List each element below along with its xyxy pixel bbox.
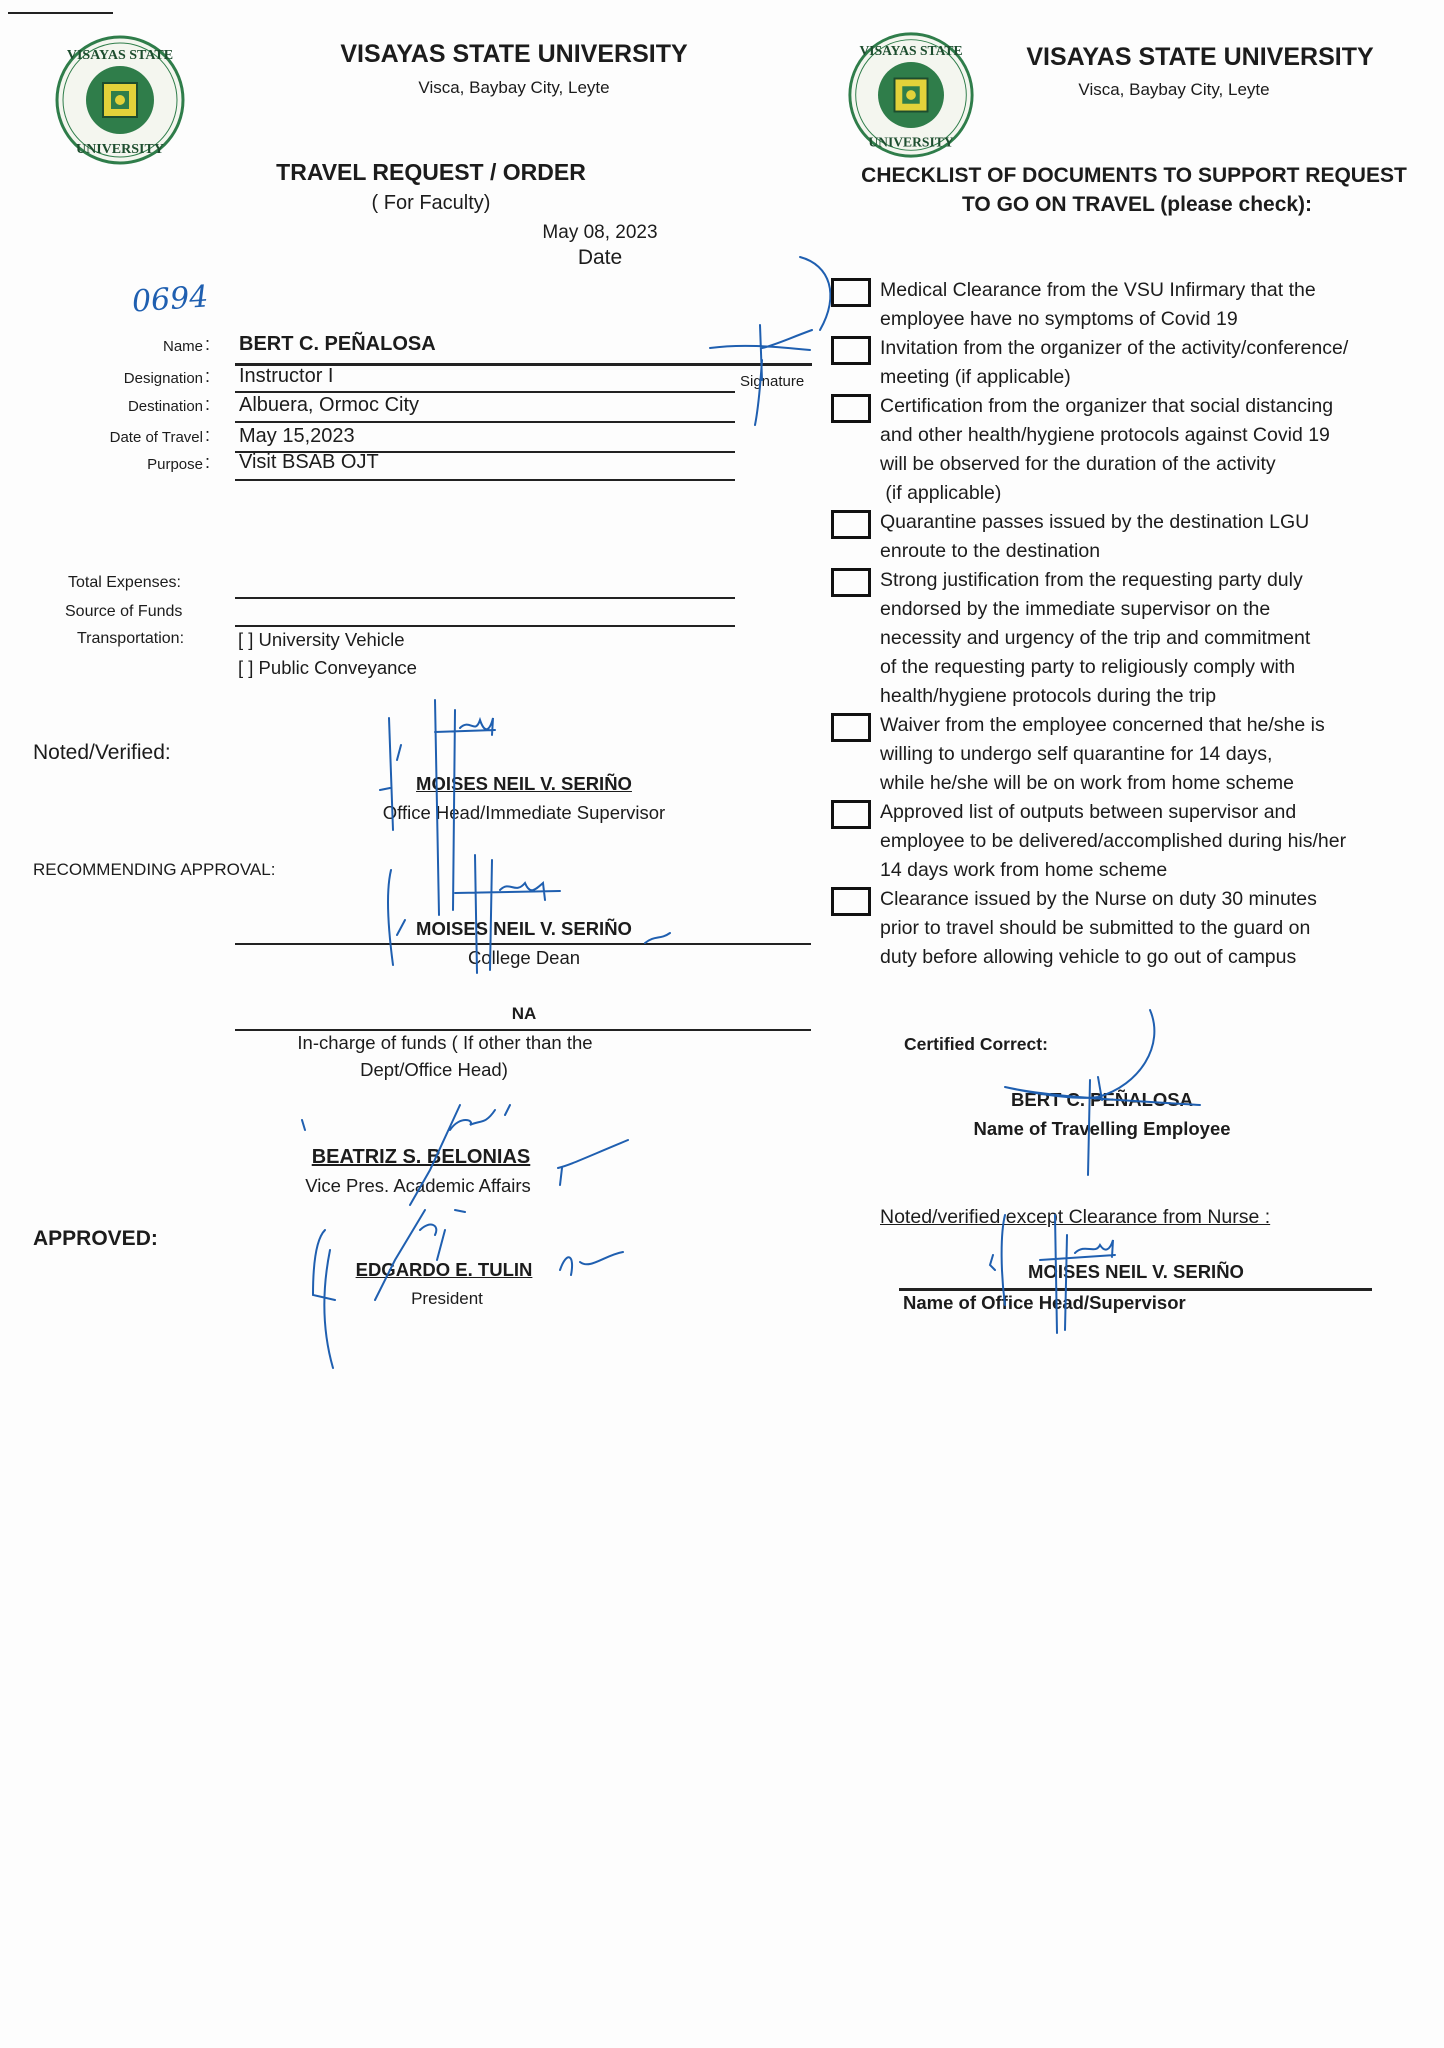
- purpose-value: Visit BSAB OJT: [239, 451, 379, 473]
- university-name: VISAYAS STATE UNIVERSITY: [1026, 43, 1374, 71]
- checkbox[interactable]: [831, 800, 871, 829]
- designation-value: Instructor I: [239, 365, 334, 387]
- checklist-item-text: Quarantine passes issued by the destination LGU: [880, 511, 1310, 533]
- request-date-label: Date: [577, 246, 623, 269]
- checkbox[interactable]: [831, 394, 871, 423]
- checklist-item-text: (if applicable): [880, 482, 1002, 504]
- checklist-item-text: Waiver from the employee concerned that he/she is: [880, 714, 1325, 736]
- checklist-item-text: will be observed for the duration of the activity: [880, 453, 1276, 475]
- certified-correct-label: Certified Correct:: [904, 1034, 1048, 1054]
- checklist-item: [831, 711, 1431, 798]
- checklist-item-text: of the requesting party to religiously comply with: [880, 656, 1296, 678]
- checklist-item-text: Strong justification from the requesting party duly: [880, 569, 1303, 591]
- travelling-employee-name: BERT C. PEÑALOSA: [1011, 1089, 1193, 1110]
- svg-text:VISAYAS STATE: VISAYAS STATE: [859, 43, 963, 59]
- vp-signatory-name: BEATRIZ S. BELONIAS: [311, 1146, 531, 1168]
- total-expenses-line: [235, 597, 735, 599]
- checkbox[interactable]: [831, 336, 871, 365]
- checklist-item-text: Approved list of outputs between supervisor and: [880, 801, 1297, 823]
- request-date-value: May 08, 2023: [542, 222, 658, 243]
- date-of-travel-label: Date of Travel: [109, 429, 203, 446]
- destination-value: Albuera, Ormoc City: [239, 394, 420, 416]
- transportation-label: Transportation:: [77, 630, 185, 647]
- vp-signatory-position: Vice Pres. Academic Affairs: [305, 1175, 531, 1196]
- option-university-vehicle[interactable]: [ ] University Vehicle: [238, 629, 405, 650]
- form-title: TRAVEL REQUEST / ORDER: [276, 159, 586, 185]
- funds-incharge-line: [235, 1029, 811, 1031]
- funds-incharge-position-line2: Dept/Office Head): [360, 1059, 508, 1080]
- noted-signatory-name: MOISES NEIL V. SERIÑO: [416, 773, 632, 794]
- checklist-item-text: meeting (if applicable): [880, 366, 1071, 388]
- svg-text:UNIVERSITY: UNIVERSITY: [868, 134, 954, 150]
- checklist-item: [831, 566, 1431, 711]
- form-subtitle: ( For Faculty): [371, 192, 491, 214]
- checkbox[interactable]: [831, 713, 871, 742]
- funds-incharge-position-line1: In-charge of funds ( If other than the: [297, 1032, 593, 1053]
- president-signature: [305, 1200, 625, 1375]
- option-public-conveyance[interactable]: [ ] Public Conveyance: [238, 657, 417, 678]
- destination-line: [235, 421, 735, 423]
- colon: :: [205, 425, 211, 445]
- colon: :: [205, 334, 211, 354]
- president-name: EDGARDO E. TULIN: [355, 1259, 533, 1280]
- recommending-signatory-name: MOISES NEIL V. SERIÑO: [416, 918, 632, 939]
- date-of-travel-value: May 15,2023: [239, 425, 355, 447]
- checkbox[interactable]: [831, 887, 871, 916]
- checklist-item-text: necessity and urgency of the trip and commitment: [880, 627, 1311, 649]
- recommending-line: [235, 943, 811, 945]
- checklist-title-line1: CHECKLIST OF DOCUMENTS TO SUPPORT REQUEST: [861, 164, 1407, 187]
- supporting-documents-checklist: [831, 276, 1431, 972]
- checklist-item-text: employee have no symptoms of Covid 19: [880, 308, 1238, 330]
- signature-label: Signature: [740, 373, 805, 390]
- recommending-signatory-position: College Dean: [467, 947, 581, 968]
- recommending-approval-label: RECOMMENDING APPROVAL:: [33, 860, 276, 879]
- handwritten-control-number: 0694: [130, 279, 210, 320]
- scan-mark: [8, 12, 113, 14]
- checklist-item-text: prior to travel should be submitted to the guard on: [880, 917, 1311, 939]
- university-address: Visca, Baybay City, Leyte: [418, 78, 610, 97]
- checklist-item: [831, 276, 1431, 334]
- checklist-item-text: and other health/hygiene protocols against Covid 19: [880, 424, 1330, 446]
- travelling-employee-caption: Name of Travelling Employee: [973, 1118, 1231, 1139]
- supervisor-line: [899, 1288, 1372, 1291]
- checklist-item: [831, 508, 1431, 566]
- noted-verified-label: Noted/Verified:: [33, 741, 171, 764]
- supervisor-caption: Name of Office Head/Supervisor: [903, 1292, 1186, 1313]
- checklist-item-text: employee to be delivered/accomplished during his/her: [880, 830, 1347, 852]
- checkbox[interactable]: [831, 278, 871, 307]
- checklist-item-text: Certification from the organizer that social distancing: [880, 395, 1334, 417]
- checkbox[interactable]: [831, 568, 871, 597]
- checklist-item-text: endorsed by the immediate supervisor on the: [880, 598, 1271, 620]
- noted-signatory-position: Office Head/Immediate Supervisor: [382, 802, 666, 823]
- checkbox[interactable]: [831, 510, 871, 539]
- colon: :: [205, 394, 211, 414]
- supervisor-name: MOISES NEIL V. SERIÑO: [1028, 1261, 1244, 1282]
- designation-label: Designation: [123, 370, 203, 387]
- purpose-label: Purpose: [147, 456, 203, 473]
- checklist-item-text: duty before allowing vehicle to go out of campus: [880, 946, 1297, 968]
- destination-label: Destination: [127, 398, 203, 415]
- source-of-funds-label: Source of Funds: [65, 603, 183, 620]
- name-label: Name: [162, 338, 203, 355]
- checklist-item-text: health/hygiene protocols during the trip: [880, 685, 1217, 707]
- name-value: BERT C. PEÑALOSA: [239, 333, 436, 355]
- total-expenses-label: Total Expenses:: [68, 574, 181, 591]
- noted-except-label: Noted/verified except Clearance from Nurse :: [880, 1206, 1271, 1228]
- svg-text:UNIVERSITY: UNIVERSITY: [76, 142, 164, 157]
- checklist-item-text: Invitation from the organizer of the activity/conference/: [880, 337, 1349, 359]
- colon: :: [205, 452, 211, 472]
- checklist-item: [831, 392, 1431, 508]
- colon: :: [205, 366, 211, 386]
- checklist-item-text: enroute to the destination: [880, 540, 1101, 562]
- university-seal-logo: [53, 33, 187, 167]
- checklist-item: [831, 334, 1431, 392]
- checklist-item: [831, 885, 1431, 972]
- designation-line: [235, 391, 735, 393]
- checklist-item-text: 14 days work from home scheme: [880, 859, 1168, 881]
- approved-label: APPROVED:: [33, 1227, 158, 1250]
- checklist-title-line2: TO GO ON TRAVEL (please check):: [961, 193, 1313, 216]
- checklist-item: [831, 798, 1431, 885]
- funds-incharge-name: NA: [511, 1004, 537, 1023]
- university-address: Visca, Baybay City, Leyte: [1078, 80, 1270, 99]
- university-name: VISAYAS STATE UNIVERSITY: [340, 40, 688, 68]
- president-position: President: [411, 1289, 483, 1308]
- source-of-funds-line: [235, 625, 735, 627]
- svg-text:VISAYAS STATE: VISAYAS STATE: [66, 48, 174, 63]
- checklist-item-text: Medical Clearance from the VSU Infirmary that the: [880, 279, 1316, 301]
- checklist-item-text: while he/she will be on work from home scheme: [880, 772, 1295, 794]
- checklist-item-text: willing to undergo self quarantine for 14 days,: [880, 743, 1273, 765]
- checklist-item-text: Clearance issued by the Nurse on duty 30 minutes: [880, 888, 1317, 910]
- university-seal-logo: [846, 30, 976, 160]
- purpose-line: [235, 479, 735, 481]
